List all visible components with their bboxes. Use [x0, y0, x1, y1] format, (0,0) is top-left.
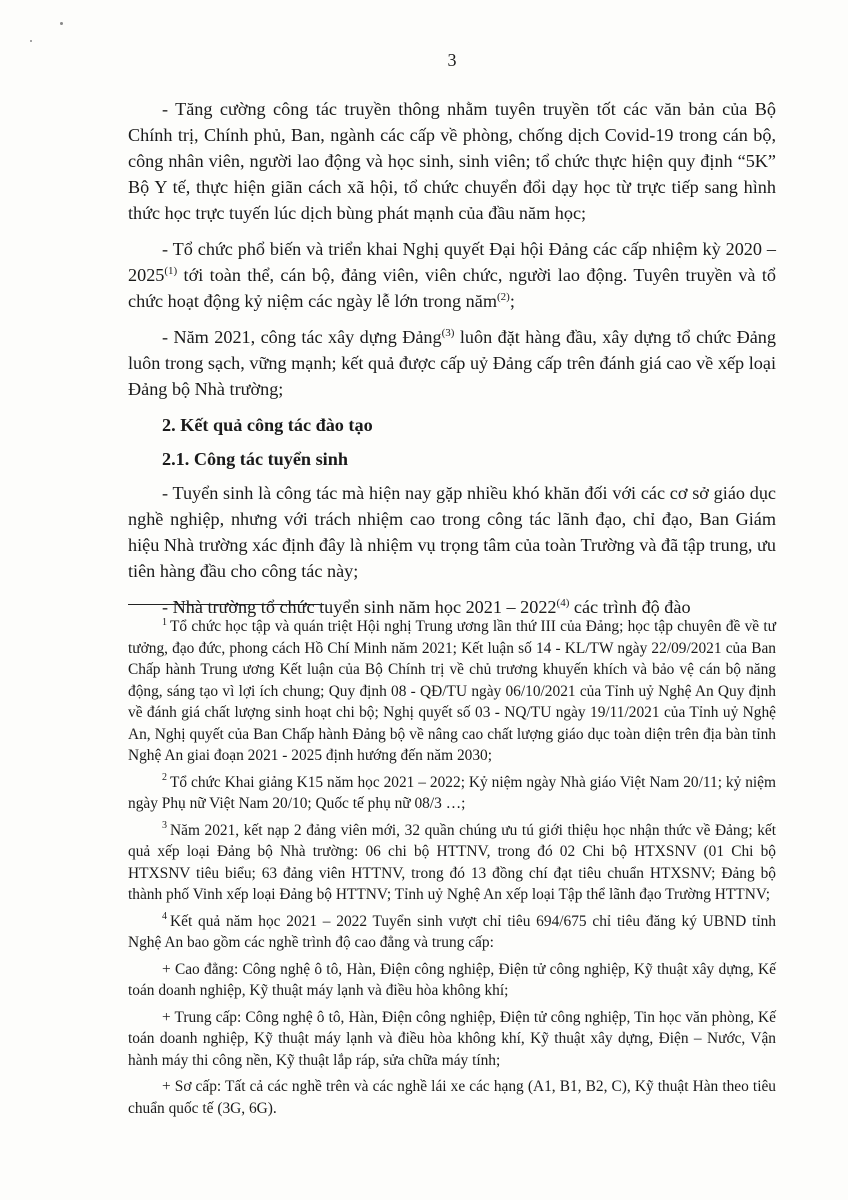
body-text — [128, 96, 776, 630]
footnotes — [128, 616, 776, 1124]
footnote-ref-2: (2) — [496, 290, 510, 303]
page-number: 3 — [447, 50, 457, 70]
footnote-ref-1: (1) — [164, 264, 178, 277]
paragraph-party-resolution: - Tổ chức phổ biến và triển khai Nghị quyết Đại hội Đảng các cấp nhiệm kỳ 2020 – 2025$^{(1)}$ tới toàn thể, cán bộ, đảng viên, viên chức, người lao động. Tuyên truyền và tổ chức hoạt động kỷ niệm các ngày lễ lớn trong năm$^{(2)}$; — [128, 239, 776, 311]
footnote-4-elementary: + Sơ cấp: Tất cả các nghề trên và các nghề lái xe các hạng (A1, B1, B2, C), Kỹ thuật Hàn theo tiêu chuẩn quốc tế (3G, 6G). — [128, 1078, 776, 1117]
footnote-4-intermediate: + Trung cấp: Công nghệ ô tô, Hàn, Điện công nghiệp, Điện tử công nghiệp, Tin học văn phòng, Kế toán doanh nghiệp, Kỹ thuật máy lạnh và điều hòa không khí, Kỹ thuật xây dựng, Điện – Nước, Vận hành máy thi công nền, Kỹ thuật lắp ráp, sửa chữa máy tính; — [128, 1008, 776, 1069]
footnote-ref-3: (3) — [441, 326, 455, 339]
document-page — [128, 0, 776, 1200]
paragraph-enrollment-levels: - Nhà trường tổ chức tuyển sinh năm học 2021 – 2022$^{(4)}$ các trình độ đào — [162, 596, 691, 617]
footnote-1: $^1$ Tổ chức học tập và quán triệt Hội nghị Trung ương lần thứ III của Đảng; học tập chuyên đề về tư tưởng, đạo đức, phong cách Hồ Chí Minh năm 2021; Kết luận số 14 - KL/TW ngày 22/09/2021 của Ban Chấp hành Trung ương Kết luận của Bộ Chính trị về chủ trương khuyến khích và bảo vệ cán bộ năng động, sáng tạo vì lợi ích chung; Quy định 08 - QĐ/TU ngày 06/10/2021 của Tỉnh uỷ Nghệ An Quy định về đánh giá chất lượng sinh hoạt chi bộ; Nghị quyết số 03 - NQ/TU ngày 19/11/2021 của Tỉnh uỷ Nghệ An, Nghị quyết của Ban Chấp hành Đảng bộ về nâng cao chất lượng giáo dục toàn diện trên địa bàn tỉnh Nghệ An giai đoạn 2021 - 2025 định hướng đến năm 2030; — [128, 616, 776, 764]
subsection-heading-enrollment: 2.1. Công tác tuyển sinh — [162, 449, 348, 469]
paragraph-covid-communication: - Tăng cường công tác truyền thông nhằm tuyên truyền tốt các văn bản của Bộ Chính trị, Chính phủ, Ban, ngành các cấp về phòng, chống dịch Covid-19 trong cán bộ, công nhân viên, người lao động và học sinh, sinh viên; tổ chức thực hiện quy định “5K” Bộ Y tế, thực hiện giãn cách xã hội, tổ chức chuyển đổi dạy học từ trực tiếp sang hình thức học trực tuyến lúc dịch bùng phát mạnh của đầu năm học; — [128, 99, 776, 223]
paragraph-party-building: - Năm 2021, công tác xây dựng Đảng$^{(3)}$ luôn đặt hàng đầu, xây dựng tổ chức Đảng luôn trong sạch, vững mạnh; kết quả được cấp uỷ Đảng cấp trên đánh giá cao về xếp loại Đảng bộ Nhà trường; — [128, 326, 776, 399]
footnote-separator — [128, 604, 324, 605]
scan-speck — [60, 22, 63, 25]
scan-speck — [30, 40, 32, 42]
footnote-4: $^4$ Kết quả năm học 2021 – 2022 Tuyển sinh vượt chỉ tiêu 694/675 chỉ tiêu đăng ký UBND tỉnh Nghệ An bao gồm các nghề trình độ cao đẳng và trung cấp: — [128, 911, 776, 951]
footnote-2: $^2$ Tổ chức Khai giảng K15 năm học 2021 – 2022; Kỷ niệm ngày Nhà giáo Việt Nam 20/11; kỷ niệm ngày Phụ nữ Việt Nam 20/10; Quốc tế phụ nữ 08/3 …; — [128, 772, 776, 812]
footnote-ref-4: (4) — [556, 596, 570, 609]
footnote-3: $^3$ Năm 2021, kết nạp 2 đảng viên mới, 32 quần chúng ưu tú giới thiệu học nhận thức về Đảng; kết quả xếp loại Đảng bộ Nhà trường: 06 chi bộ HTTNV, trong đó 02 Chi bộ HTXSNV (01 Chi bộ HTXSNV tiêu biểu; 63 đảng viên HTTNV, trong đó 13 đồng chí đạt tiêu chuẩn HTXSNV; Đảng bộ thành phố Vinh xếp loại Đảng bộ HTTNV; Tỉnh uỷ Nghệ An xếp loại Tập thể lãnh đạo Trường HTTNV; — [128, 820, 776, 903]
section-heading-training: 2. Kết quả công tác đào tạo — [162, 415, 373, 435]
footnote-4-college: + Cao đẳng: Công nghệ ô tô, Hàn, Điện công nghiệp, Điện tử công nghiệp, Kỹ thuật xây dựng, Kế toán doanh nghiệp, Kỹ thuật máy lạnh và điều hòa không khí; — [128, 960, 776, 999]
paragraph-enrollment-challenges: - Tuyển sinh là công tác mà hiện nay gặp nhiều khó khăn đối với các cơ sở giáo dục nghề nghiệp, nhưng với trách nhiệm cao trong công tác lãnh đạo, chỉ đạo, Ban Giám hiệu Nhà trường xác định đây là nhiệm vụ trọng tâm của toàn Trường và đã tập trung, ưu tiên hàng đầu cho công tác này; — [128, 483, 776, 581]
